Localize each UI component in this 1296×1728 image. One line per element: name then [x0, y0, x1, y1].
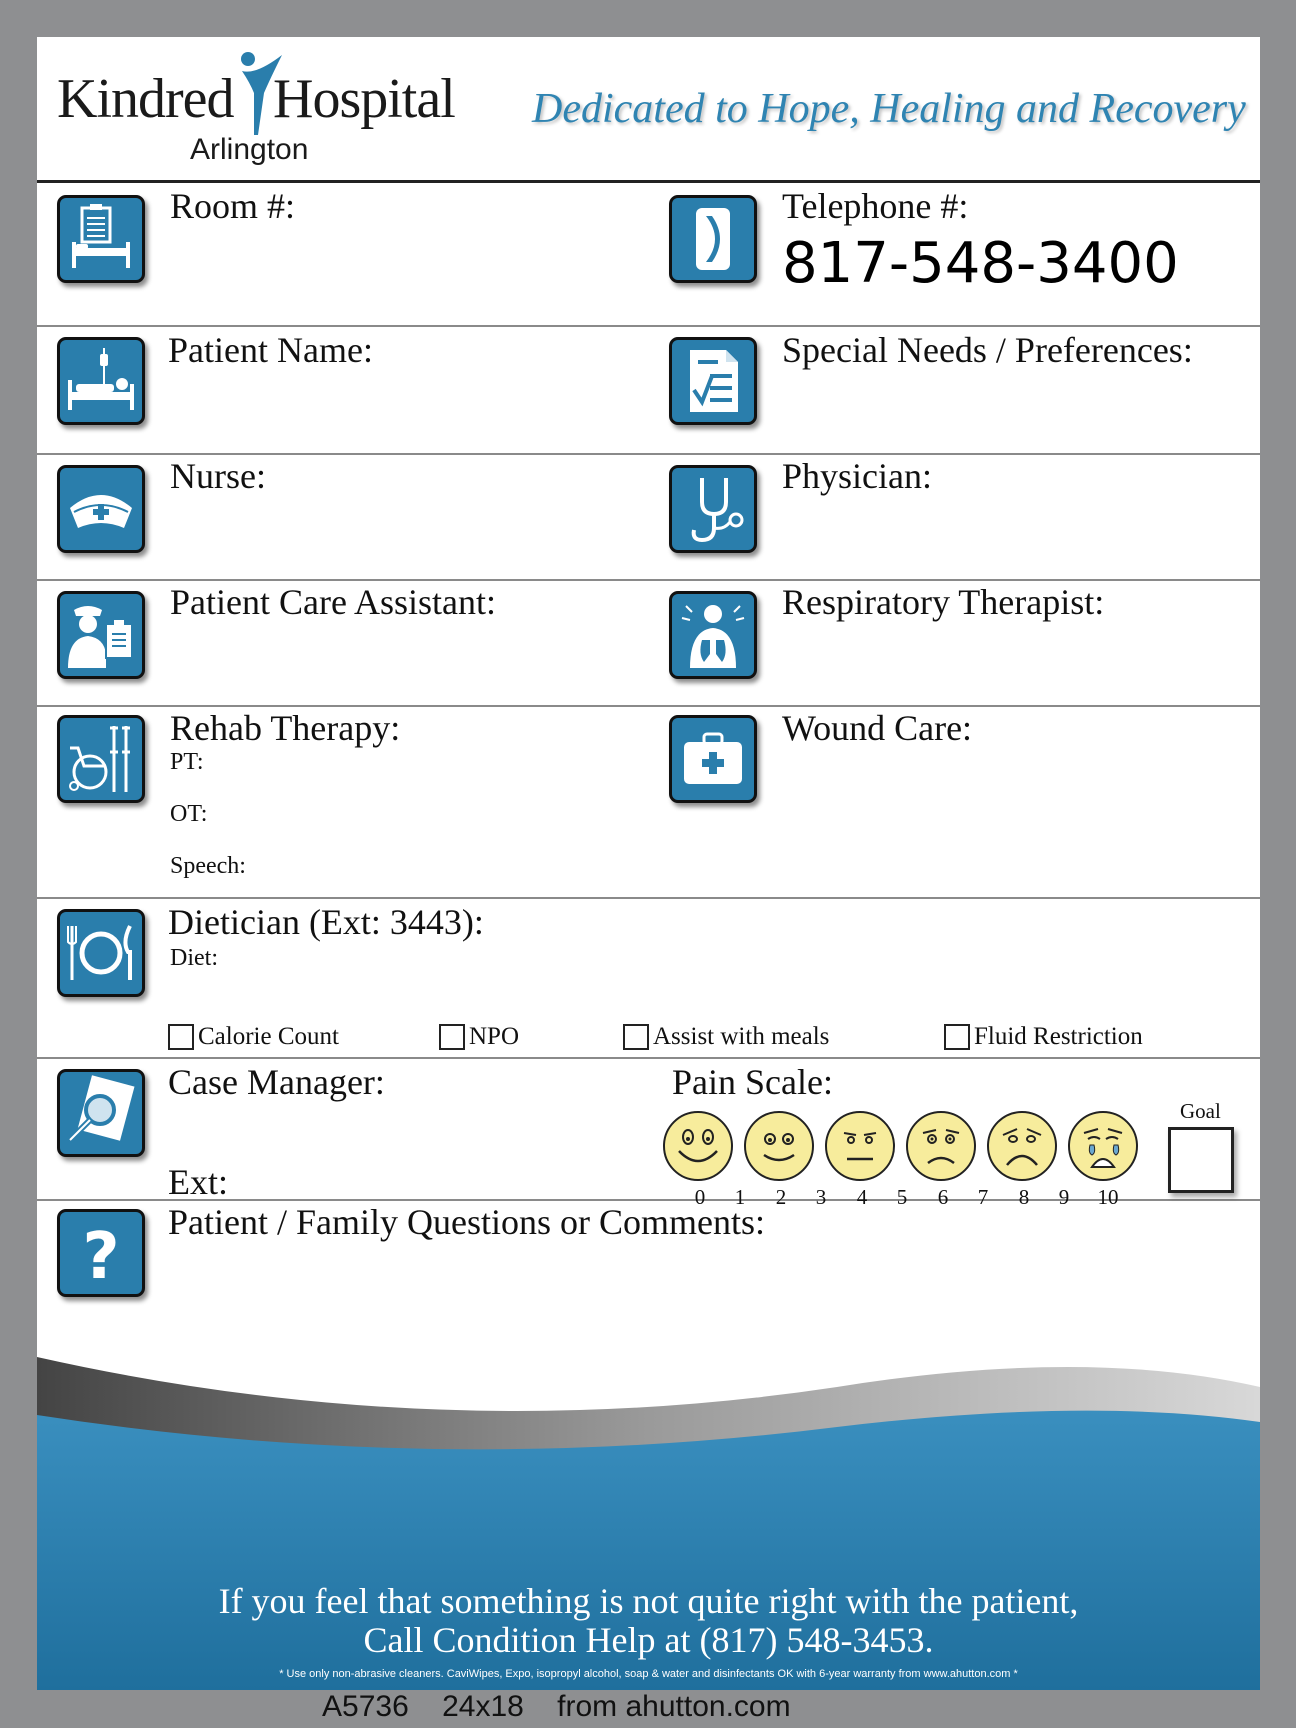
checkbox[interactable] [944, 1024, 970, 1050]
pain-scale-label: Pain Scale: [672, 1062, 833, 1102]
wheelchair-crutches-icon [57, 715, 145, 803]
header [37, 37, 1260, 183]
row-patient-special [37, 327, 1260, 455]
special-needs-label: Special Needs / Preferences: [782, 330, 1193, 370]
pain-number: 10 [1097, 1185, 1119, 1209]
pain-number: 4 [856, 1185, 868, 1209]
case-manager-ext-label: Ext: [168, 1162, 228, 1202]
comments-label: Patient / Family Questions or Comments: [168, 1202, 765, 1242]
row-dietician [37, 899, 1260, 1059]
logo-text-location: Arlington [190, 133, 309, 166]
goal-label: Goal [1180, 1099, 1221, 1123]
diet-option-npo[interactable] [439, 1023, 519, 1051]
patient-name-label: Patient Name: [168, 330, 373, 370]
telephone-label: Telephone #: [782, 186, 969, 226]
pain-face-2-icon [742, 1109, 816, 1183]
pain-number: 2 [775, 1185, 787, 1209]
diet-option-label: Assist with meals [653, 1023, 830, 1050]
row-comments [37, 1201, 1260, 1331]
respiratory-icon [669, 591, 757, 679]
question-icon [57, 1209, 145, 1297]
telephone-number: 817-548-3400 [782, 231, 1179, 296]
diet-label: Diet: [170, 945, 218, 971]
pain-number: 9 [1058, 1185, 1070, 1209]
diet-option-fluid-restriction[interactable] [944, 1023, 1143, 1051]
svg-text:?: ? [82, 1220, 120, 1294]
whiteboard [37, 37, 1260, 1690]
pain-face-0-icon [661, 1109, 735, 1183]
plate-utensils-icon [57, 909, 145, 997]
row-nurse-physician [37, 455, 1260, 581]
tagline: Dedicated to Hope, Healing and Recovery [532, 86, 1246, 132]
diet-option-label: Calorie Count [198, 1023, 339, 1050]
pain-face-10-icon [1066, 1109, 1140, 1183]
diet-option-assist-meals[interactable] [623, 1023, 829, 1051]
room-icon [57, 195, 145, 283]
checklist-icon [669, 337, 757, 425]
pca-label: Patient Care Assistant: [170, 582, 496, 622]
pain-number: 0 [694, 1185, 706, 1209]
pain-number: 1 [734, 1185, 746, 1209]
dietician-label: Dietician (Ext: 3443): [168, 902, 484, 942]
care-assistant-icon [57, 591, 145, 679]
nurse-label: Nurse: [170, 456, 266, 496]
checkbox[interactable] [623, 1024, 649, 1050]
diet-option-calorie-count[interactable] [168, 1023, 339, 1051]
patient-bed-icon [57, 337, 145, 425]
product-info: A5736 24x18 from ahutton.com [322, 1690, 791, 1723]
rehab-pt-label: PT: [170, 749, 204, 775]
footer-line-2: Call Condition Help at (817) 548-3453. [363, 1620, 934, 1660]
first-aid-kit-icon [669, 715, 757, 803]
checkbox[interactable] [168, 1024, 194, 1050]
goal-box[interactable] [1168, 1127, 1234, 1193]
pain-number: 7 [977, 1185, 989, 1209]
row-room-telephone [37, 183, 1260, 327]
physician-label: Physician: [782, 456, 932, 496]
checkbox[interactable] [439, 1024, 465, 1050]
pain-face-6-icon [904, 1109, 978, 1183]
diet-option-label: Fluid Restriction [974, 1023, 1143, 1050]
footer-fine-print: * Use only non-abrasive cleaners. CaviWipes, Expo, isopropyl alcohol, soap & water and disinfectants OK with 6-year warranty from www.ahutton.com * [279, 1668, 1018, 1680]
pain-face-8-icon [985, 1109, 1059, 1183]
logo-text-kindred: Kindred [57, 68, 234, 130]
logo-text-hospital: Hospital [273, 68, 455, 130]
pain-number: 8 [1018, 1185, 1030, 1209]
rehab-label: Rehab Therapy: [170, 708, 401, 748]
nurse-cap-icon [57, 465, 145, 553]
telephone-icon [669, 195, 757, 283]
pain-number: 3 [815, 1185, 827, 1209]
stethoscope-icon [669, 465, 757, 553]
diet-option-label: NPO [469, 1023, 520, 1050]
row-pca-respiratory [37, 581, 1260, 707]
case-manager-icon [57, 1069, 145, 1157]
rehab-ot-label: OT: [170, 801, 208, 827]
row-case-manager-pain [37, 1059, 1260, 1209]
footer-line-1: If you feel that something is not quite right with the patient, [218, 1581, 1079, 1621]
rehab-speech-label: Speech: [170, 853, 246, 879]
pain-number: 5 [896, 1185, 908, 1209]
pain-face-4-icon [823, 1109, 897, 1183]
case-manager-label: Case Manager: [168, 1062, 385, 1102]
respiratory-label: Respiratory Therapist: [782, 582, 1105, 622]
row-rehab-wound [37, 707, 1260, 899]
wound-care-label: Wound Care: [782, 708, 973, 748]
room-label: Room #: [170, 186, 296, 226]
pain-number: 6 [937, 1185, 949, 1209]
